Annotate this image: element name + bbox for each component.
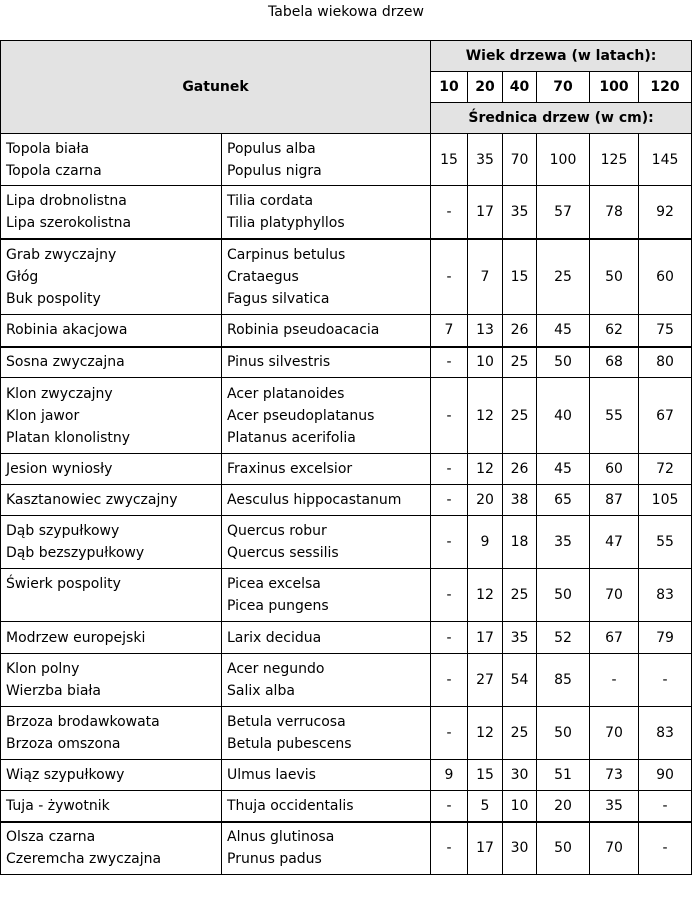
species-latin-name <box>222 454 431 485</box>
polish-name-line: Świerk pospolity <box>6 576 121 592</box>
species-latin-name <box>222 347 431 378</box>
latin-name-line: Ulmus laevis <box>227 767 316 783</box>
polish-name-line: Klon zwyczajny <box>6 385 113 402</box>
diameter-value: 73 <box>590 760 639 791</box>
diameter-value: 25 <box>503 378 537 454</box>
polish-name-line: Sosna zwyczajna <box>6 354 125 371</box>
diameter-value: 145 <box>639 134 692 186</box>
diameter-value: 25 <box>503 707 537 760</box>
species-polish-name <box>1 454 222 485</box>
diameter-value: - <box>590 654 639 707</box>
table-row <box>1 516 692 569</box>
diameter-value: 70 <box>590 707 639 760</box>
diameter-value: 70 <box>503 134 537 186</box>
diameter-value: 7 <box>468 239 503 315</box>
latin-name-line: Tilia cordata <box>227 192 314 209</box>
species-latin-name <box>222 134 431 186</box>
polish-name-line: Lipa szerokolistna <box>6 214 132 231</box>
table-row <box>1 378 692 454</box>
polish-name-line: Dąb szypułkowy <box>6 523 120 539</box>
diameter-value: 125 <box>590 134 639 186</box>
polish-name-line: Brzoza omszona <box>6 736 121 752</box>
table-row <box>1 485 692 516</box>
species-latin-name <box>222 822 431 875</box>
diameter-value: 35 <box>503 186 537 239</box>
polish-name-line: Wierzba biała <box>6 683 101 699</box>
diameter-value: 12 <box>468 569 503 622</box>
polish-name-line: Lipa drobnolistna <box>6 192 127 209</box>
table-row <box>1 134 692 186</box>
species-polish-name <box>1 186 222 239</box>
diameter-value: 35 <box>503 622 537 654</box>
diameter-value: 83 <box>639 569 692 622</box>
species-polish-name <box>1 654 222 707</box>
latin-name-line: Thuja occidentalis <box>227 797 354 814</box>
diameter-value: 15 <box>468 760 503 791</box>
latin-name-line: Quercus robur <box>227 523 327 539</box>
diameter-value: 17 <box>468 186 503 239</box>
species-latin-name <box>222 516 431 569</box>
diameter-value: 9 <box>468 516 503 569</box>
diameter-value: 55 <box>639 516 692 569</box>
diameter-value: 30 <box>503 822 537 875</box>
polish-name-line: Klon jawor <box>6 407 80 424</box>
species-latin-name <box>222 760 431 791</box>
diameter-value: 50 <box>590 239 639 315</box>
species-latin-name <box>222 791 431 822</box>
latin-name-line: Prunus padus <box>227 851 322 868</box>
diameter-value: 70 <box>590 822 639 875</box>
table-row <box>1 569 692 622</box>
age-caption: Wiek drzewa (w latach): <box>431 41 692 72</box>
latin-name-line: Larix decidua <box>227 629 322 646</box>
latin-name-line: Aesculus hippocastanum <box>227 492 402 508</box>
diameter-value: 90 <box>639 760 692 791</box>
diameter-value: 17 <box>468 822 503 875</box>
polish-name-line: Klon polny <box>6 661 80 677</box>
table-row <box>1 454 692 485</box>
diameter-value: 80 <box>639 347 692 378</box>
latin-name-line: Populus alba <box>227 140 316 157</box>
latin-name-line: Fraxinus excelsior <box>227 461 353 477</box>
diameter-value: - <box>431 791 468 822</box>
latin-name-line: Alnus glutinosa <box>227 829 335 846</box>
diameter-value: 20 <box>468 485 503 516</box>
latin-name-line: Platanus acerifolia <box>227 429 356 446</box>
polish-name-line: Topola czarna <box>6 162 102 179</box>
diameter-value: 9 <box>431 760 468 791</box>
diameter-value: 70 <box>590 569 639 622</box>
latin-name-line: Tilia platyphyllos <box>227 214 345 231</box>
latin-name-line: Fagus silvatica <box>227 290 330 307</box>
diameter-value: 35 <box>590 791 639 822</box>
diameter-value: 10 <box>503 791 537 822</box>
diameter-value: 62 <box>590 315 639 347</box>
diameter-value: 17 <box>468 622 503 654</box>
page-title: Tabela wiekowa drzew <box>268 4 424 20</box>
diameter-value: - <box>639 654 692 707</box>
diameter-value: 67 <box>590 622 639 654</box>
species-latin-name <box>222 654 431 707</box>
table-row <box>1 707 692 760</box>
diameter-value: - <box>431 485 468 516</box>
diameter-value: - <box>639 791 692 822</box>
latin-name-line: Picea pungens <box>227 598 329 614</box>
table-header <box>1 41 692 134</box>
diameter-value: 45 <box>537 454 590 485</box>
age-header: 10 <box>431 72 468 103</box>
diameter-value: 100 <box>537 134 590 186</box>
polish-name-line: Robinia akacjowa <box>6 322 128 339</box>
species-latin-name <box>222 622 431 654</box>
diameter-value: 7 <box>431 315 468 347</box>
latin-name-line: Pinus silvestris <box>227 354 331 371</box>
species-polish-name <box>1 485 222 516</box>
polish-name-line: Kasztanowiec zwyczajny <box>6 492 178 508</box>
diameter-value: 60 <box>639 239 692 315</box>
diameter-value: - <box>431 622 468 654</box>
diameter-value: 25 <box>503 347 537 378</box>
diameter-value: 72 <box>639 454 692 485</box>
diameter-value: 30 <box>503 760 537 791</box>
diameter-value: 26 <box>503 315 537 347</box>
table-row <box>1 239 692 315</box>
polish-name-line: Głóg <box>6 268 39 285</box>
diameter-value: 25 <box>503 569 537 622</box>
species-polish-name <box>1 569 222 622</box>
diameter-value: 57 <box>537 186 590 239</box>
table-row <box>1 622 692 654</box>
latin-name-line: Acer pseudoplatanus <box>227 407 375 424</box>
species-header: Gatunek <box>1 41 431 134</box>
table-row <box>1 654 692 707</box>
diameter-value: - <box>431 569 468 622</box>
latin-name-line: Betula verrucosa <box>227 714 346 730</box>
age-header: 70 <box>537 72 590 103</box>
diameter-value: 92 <box>639 186 692 239</box>
diameter-value: - <box>431 347 468 378</box>
polish-name-line: Jesion wyniosły <box>6 461 113 477</box>
diameter-value: 87 <box>590 485 639 516</box>
diameter-value: 50 <box>537 707 590 760</box>
diameter-value: 105 <box>639 485 692 516</box>
diameter-value: - <box>639 822 692 875</box>
polish-name-line: Brzoza brodawkowata <box>6 714 160 730</box>
polish-name-line: Dąb bezszypułkowy <box>6 545 145 561</box>
latin-name-line: Populus nigra <box>227 162 322 179</box>
table-row <box>1 760 692 791</box>
diameter-value: 25 <box>537 239 590 315</box>
species-latin-name <box>222 707 431 760</box>
diameter-value: 12 <box>468 454 503 485</box>
diameter-value: 85 <box>537 654 590 707</box>
polish-name-line: Wiąz szypułkowy <box>6 767 125 783</box>
diameter-value: 50 <box>537 569 590 622</box>
species-polish-name <box>1 622 222 654</box>
polish-name-line: Topola biała <box>6 140 90 157</box>
age-header: 20 <box>468 72 503 103</box>
table-row <box>1 315 692 347</box>
species-polish-name <box>1 315 222 347</box>
diameter-value: - <box>431 186 468 239</box>
diameter-value: 18 <box>503 516 537 569</box>
latin-name-line: Carpinus betulus <box>227 246 346 263</box>
diameter-value: 75 <box>639 315 692 347</box>
diameter-value: 5 <box>468 791 503 822</box>
diameter-value: 51 <box>537 760 590 791</box>
species-latin-name <box>222 378 431 454</box>
polish-name-line: Tuja - żywotnik <box>6 797 110 814</box>
diameter-value: 50 <box>537 822 590 875</box>
polish-name-line: Buk pospolity <box>6 290 101 307</box>
species-polish-name <box>1 760 222 791</box>
diameter-value: 52 <box>537 622 590 654</box>
diameter-value: - <box>431 454 468 485</box>
diameter-value: 27 <box>468 654 503 707</box>
diameter-value: 12 <box>468 378 503 454</box>
diameter-value: - <box>431 707 468 760</box>
diameter-value: 12 <box>468 707 503 760</box>
diameter-value: 47 <box>590 516 639 569</box>
species-polish-name <box>1 347 222 378</box>
species-latin-name <box>222 186 431 239</box>
latin-name-line: Crataegus <box>227 268 299 285</box>
age-header: 40 <box>503 72 537 103</box>
diameter-value: 20 <box>537 791 590 822</box>
diameter-value: 54 <box>503 654 537 707</box>
diameter-value: 35 <box>468 134 503 186</box>
latin-name-line: Betula pubescens <box>227 736 352 752</box>
latin-name-line: Acer negundo <box>227 661 325 677</box>
species-polish-name <box>1 516 222 569</box>
species-latin-name <box>222 239 431 315</box>
table-row <box>1 791 692 822</box>
latin-name-line: Quercus sessilis <box>227 545 339 561</box>
diameter-value: - <box>431 378 468 454</box>
diameter-value: - <box>431 516 468 569</box>
polish-name-line: Modrzew europejski <box>6 629 146 646</box>
species-polish-name <box>1 239 222 315</box>
species-latin-name <box>222 569 431 622</box>
species-polish-name <box>1 791 222 822</box>
diameter-value: 40 <box>537 378 590 454</box>
species-polish-name <box>1 134 222 186</box>
polish-name-line: Grab zwyczajny <box>6 246 117 263</box>
polish-name-line: Czeremcha zwyczajna <box>6 851 162 868</box>
diameter-value: - <box>431 239 468 315</box>
table-body <box>1 134 692 875</box>
diameter-value: 78 <box>590 186 639 239</box>
diameter-caption: Średnica drzew (w cm): <box>431 103 692 134</box>
age-header: 120 <box>639 72 692 103</box>
table-row <box>1 822 692 875</box>
polish-name-line <box>6 595 221 617</box>
diameter-value: 67 <box>639 378 692 454</box>
diameter-value: 10 <box>468 347 503 378</box>
polish-name-line: Platan klonolistny <box>6 429 131 446</box>
age-header: 100 <box>590 72 639 103</box>
diameter-value: 45 <box>537 315 590 347</box>
diameter-value: 13 <box>468 315 503 347</box>
diameter-value: 50 <box>537 347 590 378</box>
diameter-value: 15 <box>431 134 468 186</box>
table-row <box>1 347 692 378</box>
diameter-value: 60 <box>590 454 639 485</box>
species-polish-name <box>1 822 222 875</box>
latin-name-line: Picea excelsa <box>227 576 321 592</box>
table-row <box>1 186 692 239</box>
diameter-value: 65 <box>537 485 590 516</box>
latin-name-line: Acer platanoides <box>227 385 345 402</box>
species-latin-name <box>222 315 431 347</box>
diameter-value: - <box>431 654 468 707</box>
tree-age-table <box>0 40 692 875</box>
species-polish-name <box>1 707 222 760</box>
diameter-value: 55 <box>590 378 639 454</box>
latin-name-line: Robinia pseudoacacia <box>227 322 380 339</box>
diameter-value: 79 <box>639 622 692 654</box>
latin-name-line: Salix alba <box>227 683 295 699</box>
diameter-value: 38 <box>503 485 537 516</box>
species-polish-name <box>1 378 222 454</box>
diameter-value: 83 <box>639 707 692 760</box>
diameter-value: 35 <box>537 516 590 569</box>
diameter-value: 15 <box>503 239 537 315</box>
species-latin-name <box>222 485 431 516</box>
diameter-value: 68 <box>590 347 639 378</box>
diameter-value: - <box>431 822 468 875</box>
polish-name-line: Olsza czarna <box>6 829 96 846</box>
diameter-value: 26 <box>503 454 537 485</box>
